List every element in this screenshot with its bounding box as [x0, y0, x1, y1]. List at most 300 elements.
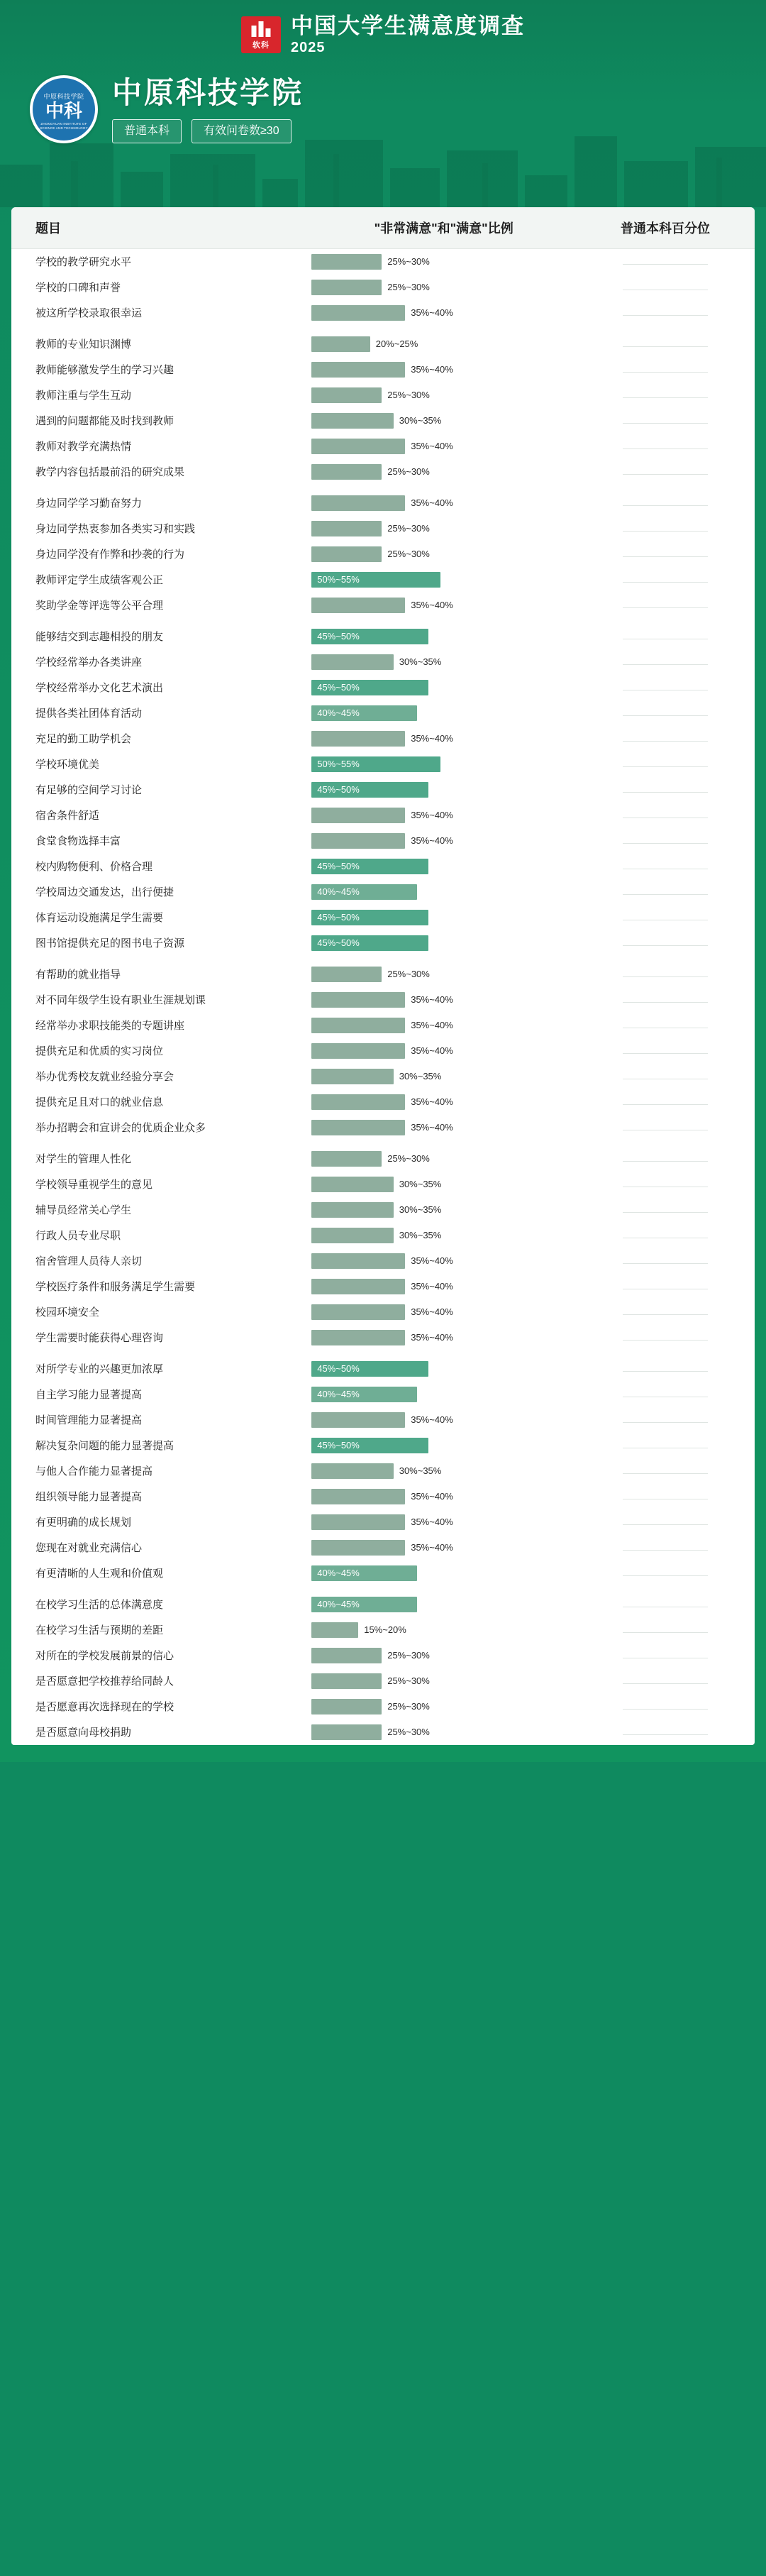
table-row	[11, 1299, 755, 1325]
row-percentile-cell	[576, 300, 755, 326]
row-percentile-cell	[576, 1561, 755, 1586]
row-percentile-cell	[576, 1484, 755, 1509]
row-bar-cell	[311, 1146, 576, 1172]
row-item-label: 教师注重与学生互动	[35, 390, 132, 402]
table-row	[11, 1509, 755, 1535]
row-bar	[311, 1304, 405, 1320]
row-percentile-cell	[576, 1325, 755, 1350]
table-row	[11, 1643, 755, 1668]
row-bar	[311, 464, 382, 480]
table-row	[11, 854, 755, 879]
row-bar-cell	[311, 1407, 576, 1433]
percentile-placeholder	[623, 598, 708, 608]
row-bar	[311, 336, 370, 352]
row-bar-value: 25%~30%	[387, 282, 430, 292]
table-row	[11, 1561, 755, 1586]
row-bar-value: 35%~40%	[411, 497, 453, 508]
percentile-placeholder	[623, 706, 708, 716]
percentile-placeholder	[623, 1331, 708, 1341]
row-bar-cell	[311, 649, 576, 675]
row-item-label: 食堂食物选择丰富	[35, 835, 121, 847]
table-row	[11, 1433, 755, 1458]
percentile-placeholder	[623, 1725, 708, 1735]
percentile-placeholder	[623, 280, 708, 290]
logo-tag-label: 软科	[252, 41, 270, 50]
row-item-label: 您现在对就业充满信心	[35, 1542, 143, 1554]
percentile-placeholder	[623, 1044, 708, 1054]
row-bar	[311, 1622, 358, 1638]
row-item-label: 自主学习能力显著提高	[35, 1389, 143, 1401]
crest-glyph: 中科	[45, 99, 82, 121]
group-spacer	[11, 485, 755, 490]
row-bar	[311, 546, 382, 562]
row-bar-value: 30%~35%	[399, 656, 442, 667]
table-row	[11, 434, 755, 459]
table-row	[11, 1617, 755, 1643]
row-bar-value: 25%~30%	[387, 549, 430, 559]
row-bar-cell	[311, 803, 576, 828]
row-item-label: 体育运动设施满足学生需要	[35, 912, 164, 924]
row-percentile-cell	[576, 1433, 755, 1458]
row-bar-value: 35%~40%	[411, 810, 453, 820]
row-bar-cell	[311, 1617, 576, 1643]
row-item-label: 学校经常举办文化艺术演出	[35, 682, 164, 694]
percentile-placeholder	[623, 655, 708, 665]
row-percentile-cell	[576, 331, 755, 357]
row-percentile-cell	[576, 1592, 755, 1617]
percentile-placeholder	[623, 1305, 708, 1315]
row-bar-cell	[311, 490, 576, 516]
row-percentile-cell	[576, 1509, 755, 1535]
table-row	[11, 516, 755, 541]
row-bar-cell	[311, 1433, 576, 1458]
percentile-placeholder	[623, 1069, 708, 1079]
row-bar-value: 25%~30%	[387, 1650, 430, 1661]
row-bar-cell	[311, 624, 576, 649]
row-bar-value: 40%~45%	[317, 1599, 360, 1609]
row-bar-cell	[311, 879, 576, 905]
percentile-placeholder	[623, 388, 708, 398]
table-row	[11, 1248, 755, 1274]
row-bar-value: 35%~40%	[411, 1281, 453, 1292]
row-item-label: 是否愿意再次选择现在的学校	[35, 1701, 174, 1713]
group-spacer	[11, 326, 755, 331]
row-bar-cell	[311, 408, 576, 434]
row-item-label: 学校的口碑和声誉	[35, 282, 121, 294]
percentile-placeholder	[623, 1254, 708, 1264]
row-item-label: 对不同年级学生设有职业生涯规划课	[35, 994, 206, 1006]
row-percentile-cell	[576, 854, 755, 879]
row-bar-cell	[311, 1274, 576, 1299]
row-bar-cell	[311, 459, 576, 485]
row-item-label: 行政人员专业尽职	[35, 1230, 121, 1242]
row-percentile-cell	[576, 1535, 755, 1561]
row-bar	[311, 1699, 382, 1714]
row-bar	[311, 439, 405, 454]
row-percentile-cell	[576, 275, 755, 300]
row-percentile-cell	[576, 1382, 755, 1407]
row-item-label: 对所在的学校发展前景的信心	[35, 1650, 174, 1662]
table-row	[11, 879, 755, 905]
row-bar	[311, 495, 405, 511]
row-bar-cell	[311, 1299, 576, 1325]
table-row	[11, 624, 755, 649]
percentile-placeholder	[623, 1597, 708, 1607]
row-item-label: 有更清晰的人生观和价值观	[35, 1568, 164, 1580]
row-bar-value: 35%~40%	[411, 1096, 453, 1107]
row-bar-cell	[311, 930, 576, 956]
percentile-placeholder	[623, 910, 708, 920]
table-row	[11, 828, 755, 854]
row-percentile-cell	[576, 249, 755, 275]
row-bar	[311, 1463, 394, 1479]
percentile-placeholder	[623, 1464, 708, 1474]
row-percentile-cell	[576, 434, 755, 459]
row-percentile-cell	[576, 930, 755, 956]
row-percentile-cell	[576, 541, 755, 567]
row-bar-cell	[311, 1172, 576, 1197]
row-item-label: 组织领导能力显著提高	[35, 1491, 143, 1503]
percentile-placeholder	[623, 1623, 708, 1633]
table-row	[11, 987, 755, 1013]
row-item-label: 校内购物便利、价格合理	[35, 861, 153, 873]
row-bar-cell	[311, 1694, 576, 1719]
row-bar-value: 25%~30%	[387, 1153, 430, 1164]
school-header	[0, 65, 766, 207]
table-row	[11, 1356, 755, 1382]
row-item-label: 提供充足和优质的实习岗位	[35, 1045, 164, 1057]
percentile-placeholder	[623, 1228, 708, 1238]
row-bar-cell	[311, 1458, 576, 1484]
percentile-placeholder	[623, 936, 708, 946]
table-row	[11, 1592, 755, 1617]
row-bar-value: 25%~30%	[387, 1675, 430, 1686]
row-bar	[311, 521, 382, 536]
badge-school-type: 普通本科	[112, 119, 182, 143]
row-bar	[311, 1069, 394, 1084]
percentile-placeholder	[623, 859, 708, 869]
row-bar-cell	[311, 1223, 576, 1248]
row-bar-value: 40%~45%	[317, 708, 360, 718]
row-bar	[311, 1018, 405, 1033]
row-percentile-cell	[576, 879, 755, 905]
row-bar-value: 20%~25%	[375, 338, 418, 349]
row-bar-cell	[311, 1115, 576, 1140]
row-bar-cell	[311, 1248, 576, 1274]
row-bar-value: 25%~30%	[387, 523, 430, 534]
row-percentile-cell	[576, 1643, 755, 1668]
percentile-placeholder	[623, 465, 708, 475]
row-bar-value: 35%~40%	[411, 1542, 453, 1553]
row-item-label: 是否愿意把学校推荐给同龄人	[35, 1675, 174, 1688]
row-percentile-cell	[576, 1668, 755, 1694]
school-crest-icon	[30, 75, 98, 143]
row-percentile-cell	[576, 1197, 755, 1223]
row-bar-cell	[311, 1484, 576, 1509]
table-row	[11, 1668, 755, 1694]
row-bar-cell	[311, 675, 576, 700]
percentile-placeholder	[623, 1700, 708, 1710]
percentile-placeholder	[623, 1438, 708, 1448]
row-percentile-cell	[576, 700, 755, 726]
row-item-label: 宿舍条件舒适	[35, 810, 100, 822]
row-item-label: 有足够的空间学习讨论	[35, 784, 143, 796]
top-banner	[0, 0, 766, 65]
percentile-placeholder	[623, 783, 708, 793]
table-row	[11, 300, 755, 326]
row-bar-value: 45%~50%	[317, 937, 360, 948]
row-bar	[311, 654, 394, 670]
survey-title-text: 中国大学生满意度调查	[291, 13, 525, 38]
row-bar-value: 35%~40%	[411, 307, 453, 318]
row-percentile-cell	[576, 828, 755, 854]
row-percentile-cell	[576, 624, 755, 649]
row-bar-cell	[311, 1013, 576, 1038]
row-bar-cell	[311, 987, 576, 1013]
row-bar-cell	[311, 357, 576, 382]
row-item-label: 学生需要时能获得心理咨询	[35, 1332, 164, 1344]
row-percentile-cell	[576, 408, 755, 434]
percentile-placeholder	[623, 1674, 708, 1684]
row-bar-cell	[311, 434, 576, 459]
table-row	[11, 726, 755, 752]
row-item-label: 遇到的问题都能及时找到教师	[35, 415, 174, 427]
satisfaction-table	[11, 207, 755, 1745]
table-row	[11, 1382, 755, 1407]
row-bar	[311, 731, 405, 747]
row-bar-value: 35%~40%	[411, 1255, 453, 1266]
row-item-label: 学校的教学研究水平	[35, 256, 132, 269]
row-percentile-cell	[576, 649, 755, 675]
row-percentile-cell	[576, 1038, 755, 1064]
table-row	[11, 490, 755, 516]
row-item-label: 被这所学校录取很幸运	[35, 307, 143, 319]
row-item-label: 身边同学热衷参加各类实习和实践	[35, 523, 196, 535]
row-item-label: 经常举办求职技能类的专题讲座	[35, 1020, 185, 1032]
row-bar-cell	[311, 962, 576, 987]
row-percentile-cell	[576, 752, 755, 777]
percentile-placeholder	[623, 1203, 708, 1213]
row-item-label: 提供充足且对口的就业信息	[35, 1096, 164, 1108]
table-row	[11, 962, 755, 987]
percentile-placeholder	[623, 1279, 708, 1289]
row-item-label: 学校环境优美	[35, 759, 100, 771]
row-bar-value: 40%~45%	[317, 1568, 360, 1578]
percentile-placeholder	[623, 1566, 708, 1576]
row-bar-value: 35%~40%	[411, 364, 453, 375]
row-bar-value: 45%~50%	[317, 861, 360, 871]
row-bar-cell	[311, 752, 576, 777]
row-bar-value: 15%~20%	[364, 1624, 406, 1635]
table-row	[11, 1325, 755, 1350]
row-bar-cell	[311, 331, 576, 357]
row-bar-value: 35%~40%	[411, 733, 453, 744]
row-bar-cell	[311, 275, 576, 300]
table-row	[11, 930, 755, 956]
school-name: 中原科技学院	[112, 76, 304, 109]
school-badges	[112, 119, 304, 143]
percentile-placeholder	[623, 1152, 708, 1162]
row-bar-value: 35%~40%	[411, 1414, 453, 1425]
percentile-placeholder	[623, 885, 708, 895]
row-bar-value: 30%~35%	[399, 1204, 442, 1215]
row-item-label: 提供各类社团体育活动	[35, 708, 143, 720]
row-bar	[311, 598, 405, 613]
percentile-placeholder	[623, 993, 708, 1003]
row-bar-value: 35%~40%	[411, 835, 453, 846]
percentile-placeholder	[623, 1648, 708, 1658]
row-percentile-cell	[576, 987, 755, 1013]
row-bar	[311, 362, 405, 378]
table-row	[11, 459, 755, 485]
table-row	[11, 1535, 755, 1561]
row-item-label: 教师的专业知识渊博	[35, 338, 132, 351]
col-header-item: 题目	[11, 207, 311, 249]
row-bar-value: 45%~50%	[317, 682, 360, 693]
table-row	[11, 675, 755, 700]
percentile-placeholder	[623, 1121, 708, 1130]
row-item-label: 时间管理能力显著提高	[35, 1414, 143, 1426]
row-bar	[311, 1177, 394, 1192]
row-percentile-cell	[576, 1223, 755, 1248]
crest-cn-label: 中原科技学院	[43, 92, 84, 100]
school-identity	[0, 65, 766, 143]
percentile-placeholder	[623, 414, 708, 424]
table-row	[11, 541, 755, 567]
row-bar-cell	[311, 1325, 576, 1350]
row-bar-cell	[311, 1535, 576, 1561]
row-bar-cell	[311, 854, 576, 879]
row-item-label: 解决复杂问题的能力显著提高	[35, 1440, 174, 1452]
percentile-placeholder	[623, 306, 708, 316]
row-bar-value: 30%~35%	[399, 1071, 442, 1081]
table-row	[11, 1172, 755, 1197]
percentile-placeholder	[623, 496, 708, 506]
percentile-placeholder	[623, 732, 708, 742]
row-bar-cell	[311, 905, 576, 930]
row-bar-cell	[311, 1643, 576, 1668]
row-item-label: 教师评定学生成绩客观公正	[35, 574, 164, 586]
percentile-placeholder	[623, 1413, 708, 1423]
row-bar	[311, 1330, 405, 1345]
row-percentile-cell	[576, 459, 755, 485]
row-item-label: 辅导员经常关心学生	[35, 1204, 132, 1216]
row-item-label: 对学生的管理人性化	[35, 1153, 132, 1165]
group-spacer	[11, 618, 755, 624]
survey-title	[291, 13, 525, 56]
row-bar-value: 35%~40%	[411, 1306, 453, 1317]
row-bar	[311, 1043, 405, 1059]
row-bar-cell	[311, 1038, 576, 1064]
percentile-placeholder	[623, 522, 708, 532]
row-percentile-cell	[576, 1013, 755, 1038]
row-bar	[311, 280, 382, 295]
row-bar-cell	[311, 567, 576, 593]
row-percentile-cell	[576, 1115, 755, 1140]
table-row	[11, 382, 755, 408]
percentile-placeholder	[623, 337, 708, 347]
row-bar-value: 30%~35%	[399, 1465, 442, 1476]
row-bar-value: 35%~40%	[411, 1045, 453, 1056]
row-bar	[311, 1253, 405, 1269]
row-bar-value: 45%~50%	[317, 1363, 360, 1374]
table-row	[11, 1484, 755, 1509]
row-item-label: 学校领导重视学生的意见	[35, 1179, 153, 1191]
row-percentile-cell	[576, 1248, 755, 1274]
row-bar	[311, 1489, 405, 1504]
row-bar	[311, 808, 405, 823]
row-item-label: 校园环境安全	[35, 1306, 100, 1319]
table-row	[11, 1115, 755, 1140]
row-bar	[311, 1673, 382, 1689]
row-percentile-cell	[576, 1617, 755, 1643]
row-bar	[311, 254, 382, 270]
row-bar	[311, 1151, 382, 1167]
row-bar-value: 45%~50%	[317, 784, 360, 795]
row-item-label: 能够结交到志趣相投的朋友	[35, 631, 164, 643]
table-row	[11, 1064, 755, 1089]
table-row	[11, 905, 755, 930]
group-spacer	[11, 1140, 755, 1146]
percentile-placeholder	[623, 255, 708, 265]
row-bar	[311, 1412, 405, 1428]
percentile-placeholder	[623, 1095, 708, 1105]
table-row	[11, 249, 755, 275]
row-bar	[311, 1279, 405, 1294]
percentile-placeholder	[623, 439, 708, 449]
row-bar-cell	[311, 249, 576, 275]
table-row	[11, 777, 755, 803]
row-bar-cell	[311, 700, 576, 726]
table-row	[11, 1146, 755, 1172]
percentile-placeholder	[623, 1177, 708, 1187]
row-bar-cell	[311, 382, 576, 408]
row-bar	[311, 967, 382, 982]
badge-sample-size: 有效问卷数≥30	[192, 119, 292, 143]
row-bar	[311, 1514, 405, 1530]
percentile-placeholder	[623, 808, 708, 818]
row-item-label: 充足的勤工助学机会	[35, 733, 132, 745]
row-bar-value: 25%~30%	[387, 1727, 430, 1737]
row-bar	[311, 1648, 382, 1663]
percentile-placeholder	[623, 834, 708, 844]
row-bar-value: 35%~40%	[411, 1491, 453, 1502]
row-item-label: 在校学习生活的总体满意度	[35, 1599, 164, 1611]
row-bar-value: 35%~40%	[411, 1122, 453, 1133]
row-item-label: 图书馆提供充足的图书电子资源	[35, 937, 185, 950]
row-bar-value: 45%~50%	[317, 1440, 360, 1451]
percentile-placeholder	[623, 681, 708, 690]
row-item-label: 学校医疗条件和服务满足学生需要	[35, 1281, 196, 1293]
row-percentile-cell	[576, 905, 755, 930]
row-bar-cell	[311, 1509, 576, 1535]
row-bar-value: 35%~40%	[411, 1332, 453, 1343]
row-bar-cell	[311, 1064, 576, 1089]
row-bar-value: 40%~45%	[317, 886, 360, 897]
row-bar-cell	[311, 726, 576, 752]
col-header-ratio: "非常满意"和"满意"比例	[311, 207, 576, 249]
row-bar-value: 30%~35%	[399, 1179, 442, 1189]
row-percentile-cell	[576, 1146, 755, 1172]
row-percentile-cell	[576, 1458, 755, 1484]
row-item-label: 与他人合作能力显著提高	[35, 1465, 153, 1477]
row-bar-cell	[311, 516, 576, 541]
row-item-label: 有帮助的就业指导	[35, 969, 121, 981]
row-bar	[311, 1724, 382, 1740]
row-bar-value: 50%~55%	[317, 759, 360, 769]
percentile-placeholder	[623, 573, 708, 583]
row-bar-value: 45%~50%	[317, 631, 360, 642]
